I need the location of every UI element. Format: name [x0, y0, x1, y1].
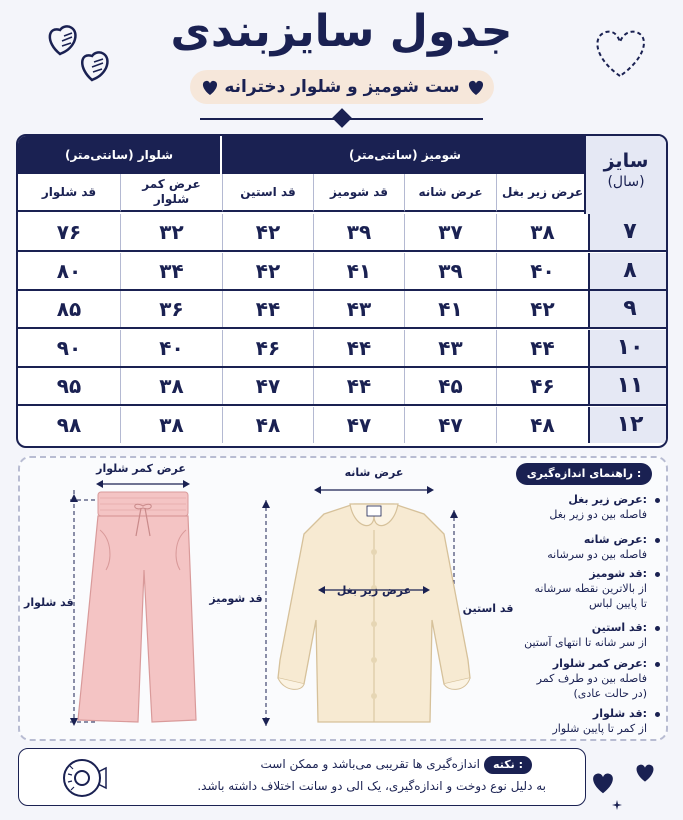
guide-term: قد استین: — [591, 621, 647, 634]
value-cell: ۴۳ — [404, 330, 496, 366]
size-header — [584, 136, 666, 214]
value-cell: ۹۰ — [56, 335, 82, 360]
sleeve-length-label: قد استین — [462, 602, 514, 615]
size-label: سایز — [603, 150, 649, 172]
guide-bullet — [655, 498, 660, 503]
value-cell: ۴۵ — [404, 368, 496, 404]
blouse-illustration — [254, 470, 494, 732]
size-cell: ۸ — [588, 253, 668, 289]
value-cell: ۴۰ — [496, 253, 588, 289]
size-cell: ۱۱ — [588, 368, 668, 404]
table-row — [18, 253, 668, 291]
value-cell: ۹۸ — [56, 413, 82, 437]
guide-term: عرض کمر شلوار: — [552, 657, 647, 670]
guide-bullet — [655, 538, 660, 543]
guide-item — [497, 620, 647, 650]
value-cell: ۳۸ — [120, 407, 222, 443]
armpit-label: عرض زیر بغل — [336, 584, 412, 597]
column-header: عرض زیر بغل — [496, 174, 588, 212]
column-header: عرض کمر شلوار — [120, 174, 222, 212]
value-cell: ۴۰ — [120, 330, 222, 366]
size-cell: ۱۰ — [588, 330, 668, 366]
value-cell: ۳۶ — [120, 291, 222, 327]
value-cell: ۷۶ — [56, 220, 82, 244]
value-cell: ۳۲ — [120, 214, 222, 250]
value-cell: ۴۷ — [222, 368, 313, 404]
guide-bullet — [655, 712, 660, 717]
table-row — [18, 291, 668, 329]
value-cell: ۴۶ — [222, 330, 313, 366]
value-cell: ۴۴ — [496, 330, 588, 366]
value-cell: ۴۱ — [313, 253, 404, 289]
value-cell: ۴۳ — [313, 291, 404, 327]
guide-item — [497, 656, 647, 701]
guide-desc: (در حالت عادی) — [573, 687, 647, 700]
column-header: عرض شانه — [404, 174, 496, 212]
heart-icon — [588, 768, 618, 796]
heart-icon — [200, 77, 220, 97]
size-cell: ۹ — [588, 291, 668, 327]
blouse-length-label: قد شومیز — [209, 592, 263, 605]
blouse-group-header: شومیز (سانتی‌متر) — [222, 136, 588, 174]
guide-desc: از کمر تا پایین شلوار — [552, 722, 647, 735]
shoulder-label: عرض شانه — [344, 466, 404, 479]
guide-term: قد شومیز: — [589, 567, 647, 580]
value-cell: ۴۲ — [222, 214, 313, 250]
guide-desc: فاصله بین دو سرشانه — [547, 548, 647, 561]
value-cell: ۴۷ — [313, 407, 404, 443]
guide-term: قد شلوار: — [592, 707, 647, 720]
guide-bullet — [655, 626, 660, 631]
value-cell: ۴۴ — [222, 291, 313, 327]
guide-desc: فاصله بین دو طرف کمر — [536, 672, 647, 685]
value-cell: ۴۷ — [404, 407, 496, 443]
measuring-tape-icon — [58, 752, 108, 802]
size-cell: ۱۲ — [588, 407, 668, 443]
heart-icon — [632, 760, 658, 784]
guide-item — [497, 532, 647, 562]
pants-length-label: قد شلوار — [24, 596, 74, 609]
size-cell: ۷ — [588, 214, 668, 250]
guide-desc: از سر شانه تا انتهای آستین — [524, 636, 647, 649]
value-cell: ۳۸ — [496, 214, 588, 250]
value-cell: ۴۴ — [313, 330, 404, 366]
guide-item — [497, 492, 647, 522]
value-cell: ۴۱ — [404, 291, 496, 327]
table-body — [18, 214, 668, 446]
pants-group-header: شلوار (سانتی‌متر) — [18, 136, 222, 174]
table-row — [18, 407, 668, 445]
sparkle-icon — [612, 800, 622, 810]
size-unit: (سال) — [607, 174, 645, 190]
value-cell: ۳۷ — [404, 214, 496, 250]
guide-desc: فاصله بین دو زیر بغل — [549, 508, 647, 521]
guide-item — [497, 566, 647, 611]
pants-waist-label: عرض کمر شلوار — [96, 462, 186, 475]
table-row — [18, 368, 668, 406]
column-header: قد شلوار — [18, 174, 120, 212]
guide-term: عرض زیر بغل: — [568, 493, 647, 506]
table-row — [18, 330, 668, 368]
guide-bullet — [655, 572, 660, 577]
guide-term: عرض شانه: — [583, 533, 647, 546]
value-cell: ۳۹ — [404, 253, 496, 289]
guide-desc: تا پایین لباس — [588, 597, 647, 610]
value-cell: ۴۲ — [222, 253, 313, 289]
value-cell: ۳۸ — [120, 368, 222, 404]
column-header: قد شومیز — [313, 174, 404, 212]
guide-item — [497, 706, 647, 736]
subtitle-pill: ست شومیز و شلوار دخترانه — [190, 70, 494, 104]
table-row — [18, 214, 668, 252]
guide-title: راهنمای اندازه‌گیری : — [516, 463, 652, 485]
note-badge: نکته : — [484, 756, 532, 774]
divider-diamond — [332, 108, 352, 128]
column-header: قد استین — [222, 174, 313, 212]
value-cell: ۴۴ — [313, 368, 404, 404]
guide-desc: از بالاترین نقطه سرشانه — [534, 582, 647, 595]
value-cell: ۴۶ — [496, 368, 588, 404]
value-cell: ۳۴ — [120, 253, 222, 289]
note-line-1: اندازه‌گیری ها تقریبی می‌باشد و ممکن است — [260, 757, 480, 771]
value-cell: ۴۲ — [496, 291, 588, 327]
value-cell: ۴۸ — [496, 407, 588, 443]
value-cell: ۹۵ — [56, 374, 82, 399]
value-cell: ۴۸ — [222, 407, 313, 443]
size-table — [16, 134, 668, 448]
note-line-2: به دلیل نوع دوخت و اندازه‌گیری، یک الی دو سانت اختلاف داشته باشد. — [197, 779, 546, 793]
value-cell: ۳۹ — [313, 214, 404, 250]
guide-bullet — [655, 662, 660, 667]
value-cell: ۸۵ — [56, 297, 82, 322]
value-cell: ۸۰ — [56, 258, 82, 283]
heart-icon — [466, 77, 486, 97]
page-title: جدول سایزبندی — [170, 6, 513, 57]
